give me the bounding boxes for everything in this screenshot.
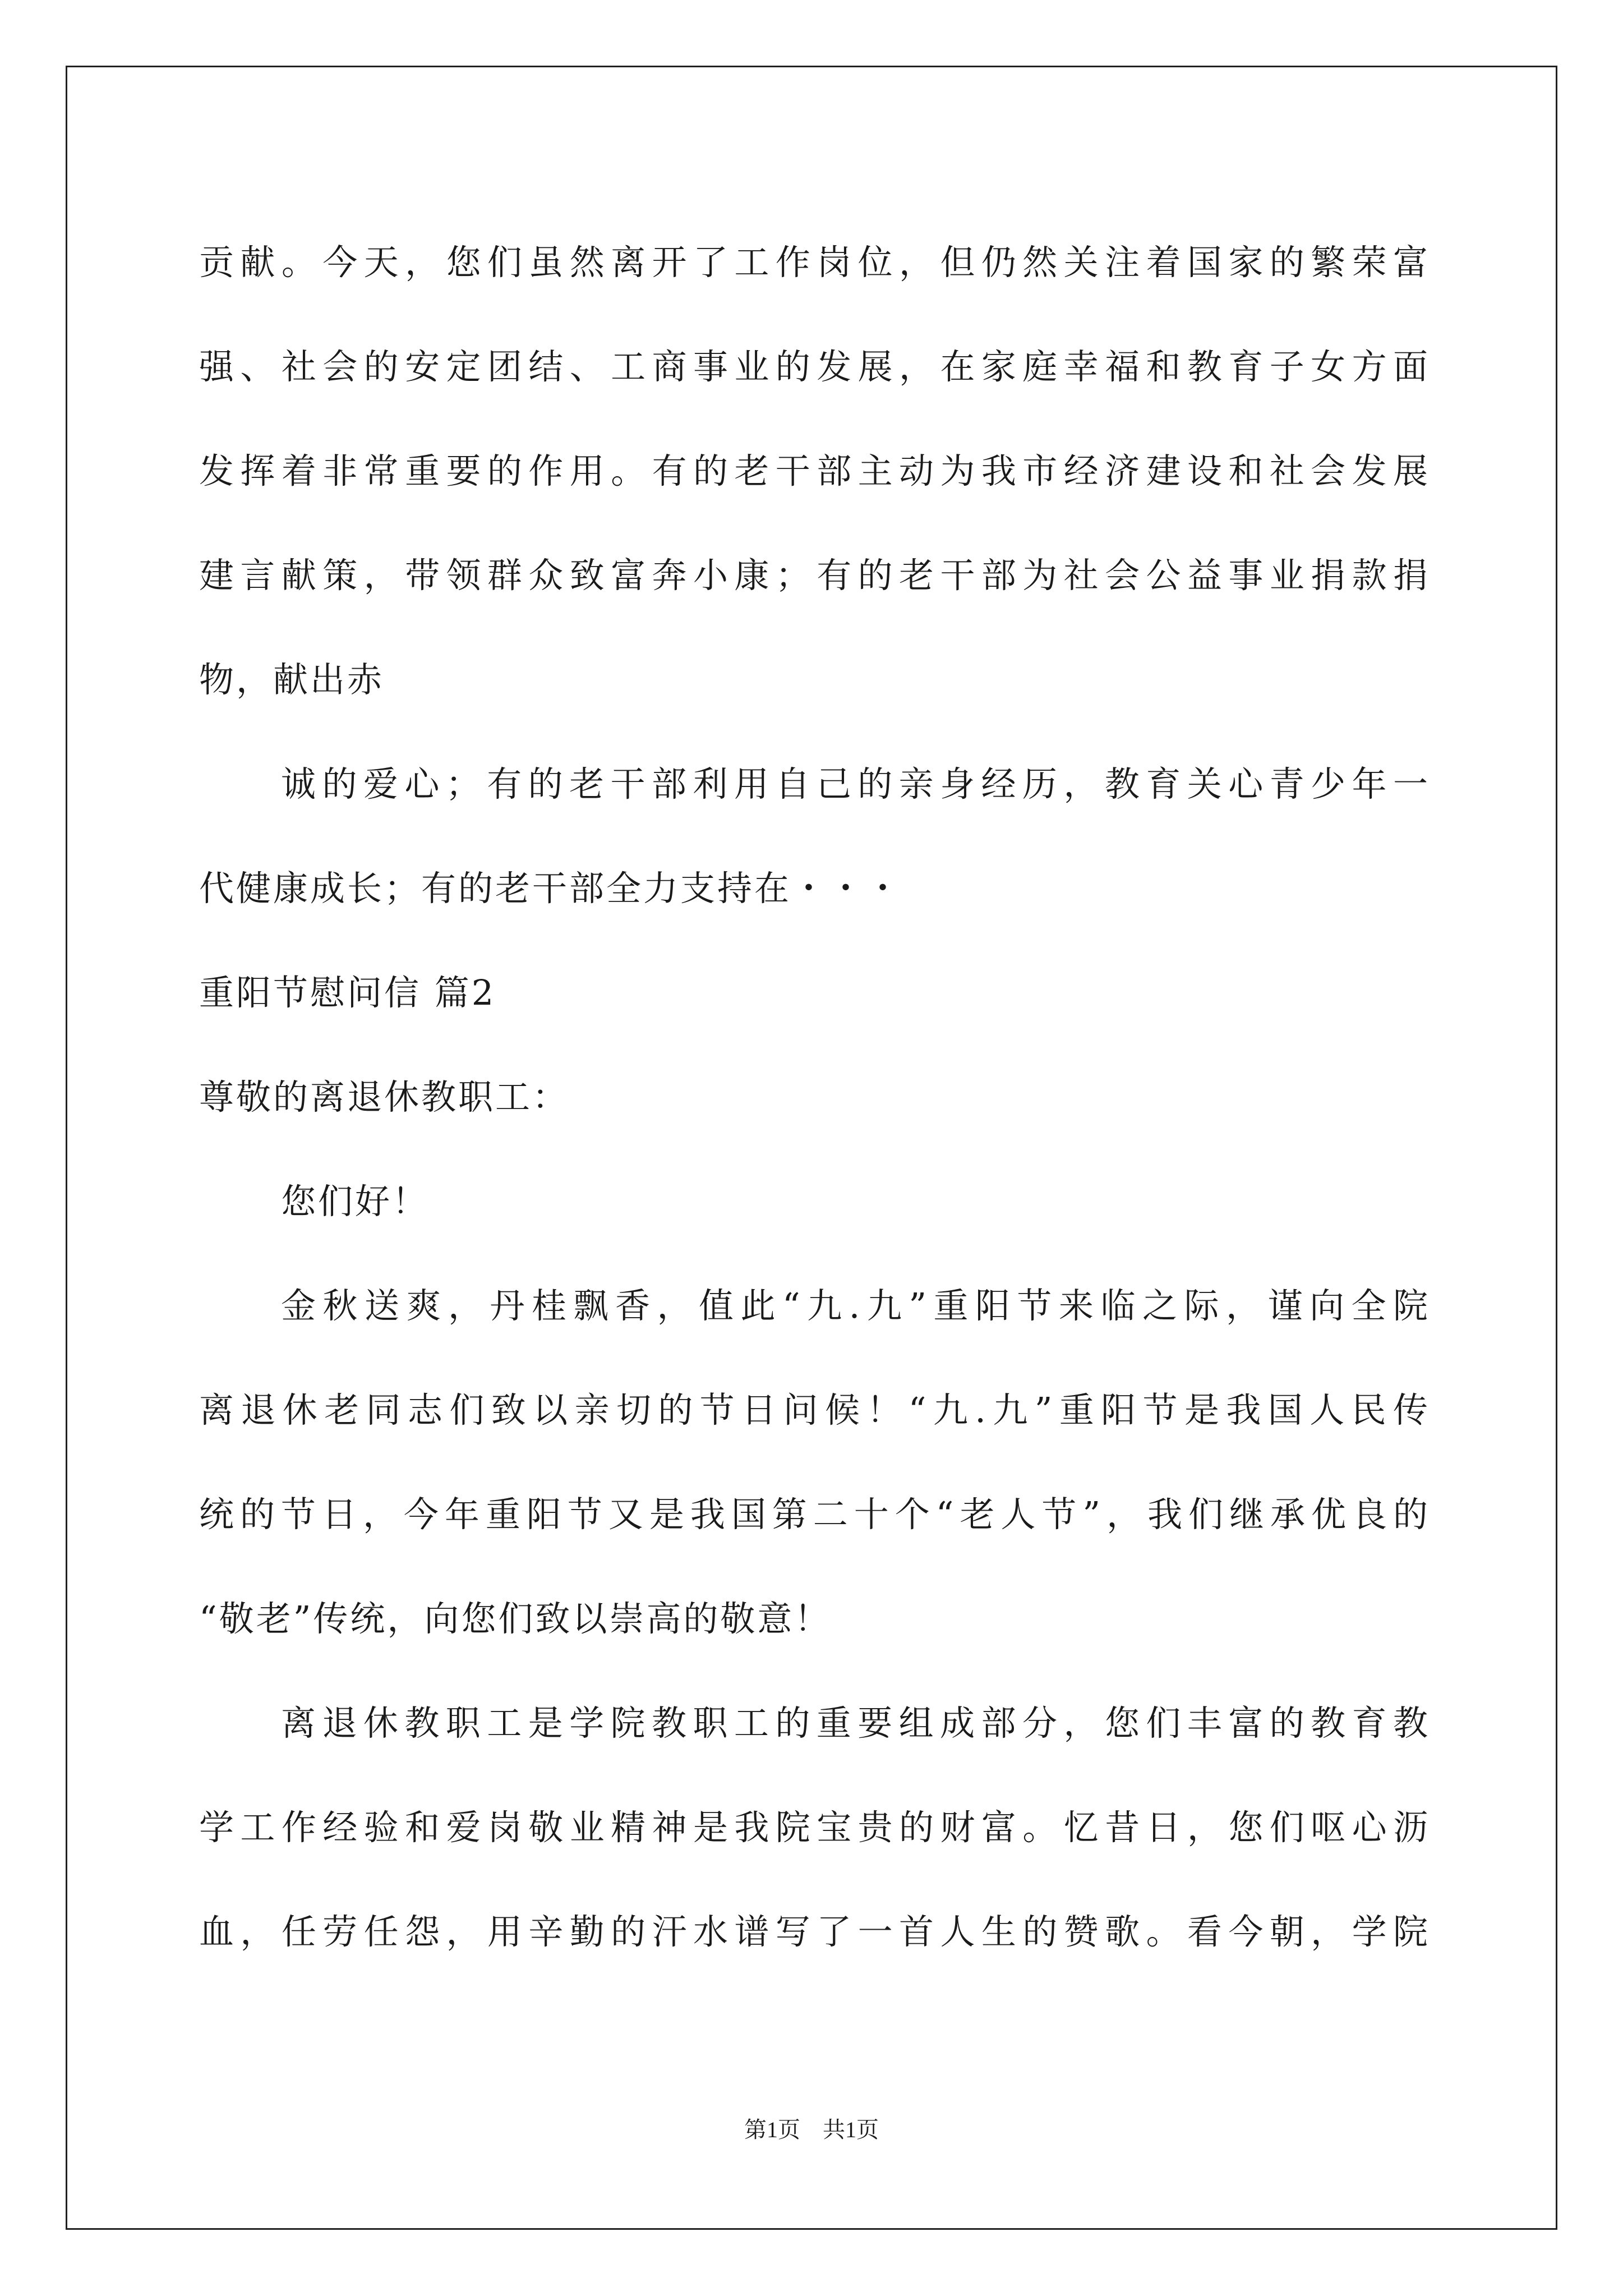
text-line: 强、社会的安定团结、工商事业的发展，在家庭幸福和教育子女方面 [199, 346, 1430, 387]
text-line: 血，任劳任怨，用辛勤的汗水谱写了一首人生的赞歌。看今朝，学院 [199, 1911, 1430, 1952]
text-line: 物，献出赤 [199, 659, 385, 700]
text-line: 离退休教职工是学院教职工的重要组成部分，您们丰富的教育教 [281, 1703, 1430, 1743]
text-line: 统的节日，今年重阳节又是我国第二十个“老人节”，我们继承优良的 [199, 1494, 1430, 1535]
text-line: 建言献策，带领群众致富奔小康；有的老干部为社会公益事业捐款捐 [199, 555, 1430, 596]
section-heading: 重阳节慰问信 篇2 [199, 972, 496, 1013]
text-line: 发挥着非常重要的作用。有的老干部主动为我市经济建设和社会发展 [199, 450, 1430, 491]
greeting: 您们好！ [281, 1181, 430, 1222]
page-number: 第1页 共1页 [744, 2117, 879, 2142]
text-line: 学工作经验和爱岗敬业精神是我院宝贵的财富。忆昔日，您们呕心沥 [199, 1807, 1430, 1848]
document-body [199, 210, 1430, 1984]
text-line: 金秋送爽，丹桂飘香，值此“九.九”重阳节来临之际，谨向全院 [281, 1285, 1430, 1326]
text-line: 代健康成长；有的老干部全力支持在・・・ [199, 868, 903, 909]
text-line: 诚的爱心；有的老干部利用自己的亲身经历，教育关心青少年一 [281, 763, 1430, 804]
text-line: 贡献。今天，您们虽然离开了工作岗位，但仍然关注着国家的繁荣富 [199, 242, 1430, 283]
salutation: 尊敬的离退休教职工： [199, 1076, 570, 1117]
text-line: “敬老”传统，向您们致以崇高的敬意！ [199, 1598, 832, 1639]
text-line: 离退休老同志们致以亲切的节日问候！“九.九”重阳节是我国人民传 [199, 1389, 1430, 1430]
